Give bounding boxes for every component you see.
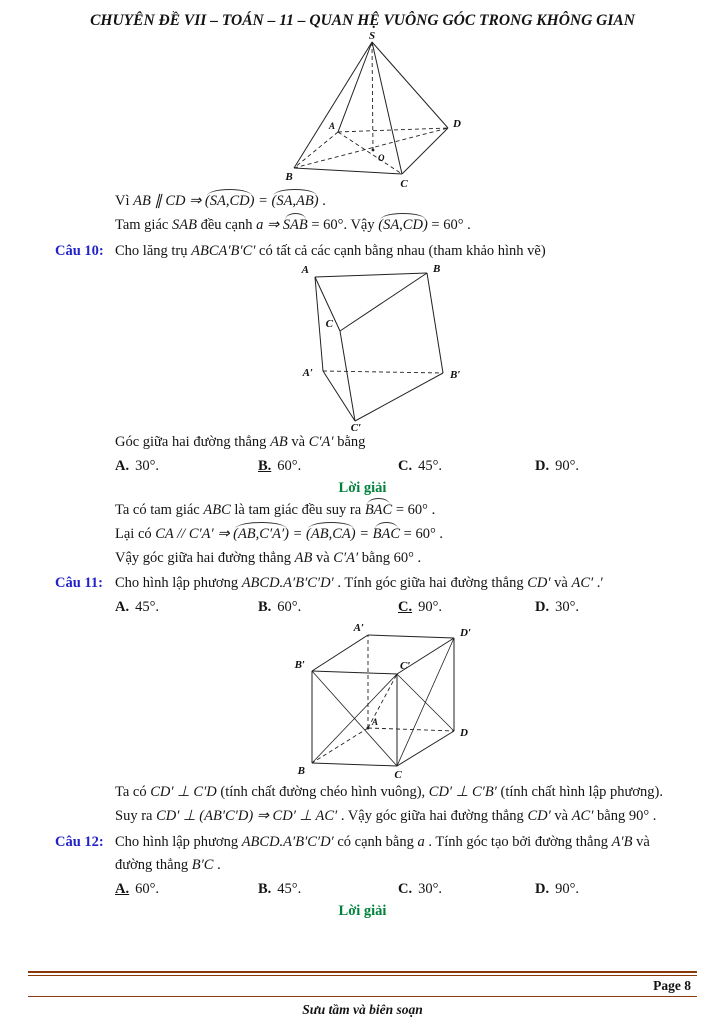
- vertex-label-d: D: [453, 118, 461, 130]
- math-run: =: [254, 193, 272, 209]
- text-run: = 60° .: [400, 525, 443, 542]
- math-run: =: [355, 525, 373, 542]
- question-label: Câu 10:: [55, 242, 104, 259]
- option-text: 30°.: [555, 599, 580, 616]
- text-run: .: [318, 193, 326, 209]
- text-run: Góc giữa hai đường thẳng: [115, 434, 271, 451]
- question-stem-continued: [115, 855, 675, 877]
- question-text: [115, 432, 675, 454]
- option-letter: D.: [535, 458, 550, 474]
- vertex-label-c: C: [325, 318, 333, 331]
- text-run: và: [287, 434, 309, 451]
- vertex-label-o: O: [378, 153, 385, 163]
- text-run: bằng: [593, 807, 629, 824]
- math-angle-run: SAB: [283, 215, 308, 237]
- option-letter: A.: [115, 458, 130, 474]
- figure-cube: [0, 619, 725, 781]
- math-run: CA // C′A′ ⇒: [155, 525, 234, 542]
- solution-line: [115, 191, 675, 213]
- text-run: .: [413, 549, 422, 566]
- vertex-label-d-prime: D′: [460, 627, 472, 640]
- text-run: đường thẳng: [115, 857, 192, 874]
- text-run: .: [649, 807, 657, 824]
- math-angle-run: BAC: [365, 500, 392, 522]
- vertex-label-b: B: [285, 171, 293, 183]
- text-run: . Tính góc giữa hai đường thẳng: [333, 575, 528, 592]
- question-stem: [115, 241, 675, 263]
- text-run: có cạnh bằng: [333, 833, 418, 850]
- question-label: Câu 12:: [55, 833, 104, 850]
- math-run: ABC: [203, 502, 231, 519]
- text-run: Suy ra: [115, 807, 157, 824]
- option-text: 45°.: [135, 599, 160, 616]
- text-run: = 60° .: [392, 502, 436, 519]
- prism-solid-edges: [315, 273, 443, 421]
- text-run: Tam giác: [115, 216, 172, 233]
- vertex-label-c-prime: C′: [350, 422, 361, 432]
- option-c: [398, 456, 535, 477]
- math-run: CD′: [527, 575, 551, 592]
- option-letter: C.: [398, 458, 413, 474]
- text-run: . Vậy góc giữa hai đường thẳng: [337, 807, 528, 824]
- text-run: .: [213, 857, 221, 874]
- math-angle-run: (AB,C′A′): [233, 524, 289, 546]
- page-number: Page 8: [653, 978, 691, 993]
- text-run: là tam giác đều suy ra: [230, 502, 365, 519]
- option-text: 45°.: [418, 458, 443, 474]
- pyramid-vertex-labels: [284, 30, 461, 190]
- option-b: [258, 597, 398, 618]
- document-title: CHUYÊN ĐỀ VII – TOÁN – 11 – QUAN HỆ VUÔNG GÓC TRONG KHÔNG GIAN: [90, 12, 635, 29]
- page-header: [0, 12, 725, 30]
- question-10: [55, 241, 675, 263]
- pyramid-hidden-edges: [294, 42, 448, 174]
- option-letter: D.: [535, 599, 550, 616]
- vertex-label-s: S: [368, 30, 376, 42]
- text-run: 60°: [393, 549, 414, 566]
- option-text: 90°.: [555, 881, 580, 898]
- solution-heading: Lời giải: [338, 480, 387, 497]
- option-text: 45°.: [277, 881, 302, 898]
- math-run: B′C: [191, 857, 214, 874]
- option-a: [115, 879, 258, 900]
- option-d: [535, 879, 675, 900]
- option-letter: C.: [398, 881, 413, 898]
- question-stem: [115, 573, 675, 595]
- option-text: 30°.: [135, 458, 160, 474]
- text-run: bằng: [358, 549, 394, 566]
- text-run: và: [632, 833, 650, 850]
- math-angle-run: (SA,CD): [378, 215, 428, 237]
- solution-line: [115, 782, 675, 804]
- text-run: đều cạnh: [196, 216, 257, 233]
- option-text: 90°.: [418, 599, 443, 616]
- math-run: CD′ ⊥ C′B′: [428, 784, 497, 801]
- text-run: = 60°. Vậy: [307, 216, 379, 233]
- text-run: Lại có: [115, 525, 156, 542]
- math-run: CD′ ⊥ (AB′C′D) ⇒ CD′ ⊥ AC′: [156, 807, 338, 824]
- option-text: 90°.: [555, 458, 580, 474]
- math-run: a: [256, 216, 264, 233]
- prism-hidden-edges: [323, 371, 443, 373]
- math-angle-run: (SA,AB): [271, 191, 318, 213]
- math-angle-run: (SA,CD): [205, 191, 255, 213]
- math-run: A′B: [611, 833, 633, 850]
- text-run: Vì: [115, 193, 134, 209]
- vertex-label-a-prime: A′: [302, 367, 313, 380]
- vertex-label-c: C: [394, 769, 402, 782]
- text-run: và: [550, 807, 572, 824]
- solution-line: [115, 548, 675, 570]
- vertex-label-b-prime: B′: [294, 659, 305, 672]
- answer-options-q11: [115, 597, 675, 618]
- math-run: AB: [270, 434, 288, 451]
- text-run: và: [312, 549, 334, 566]
- option-a: [115, 597, 258, 618]
- text-run: = 60° .: [427, 216, 471, 233]
- solution-heading: Lời giải: [338, 903, 387, 920]
- figure-prism: [0, 263, 725, 431]
- vertex-label-b-prime: B′: [449, 369, 460, 382]
- option-c: [398, 597, 535, 618]
- option-a: [115, 456, 258, 477]
- text-run: . Tính góc tạo bởi đường thẳng: [424, 833, 612, 850]
- math-run: C′A′: [308, 434, 334, 451]
- math-angle-run: (AB,CA): [306, 524, 356, 546]
- page-footer: [0, 971, 725, 1024]
- vertex-label-b: B: [432, 263, 440, 276]
- option-d: [535, 597, 675, 618]
- text-run: Ta có tam giác: [115, 502, 204, 519]
- pyramid-figure-svg: [280, 30, 490, 190]
- vertex-label-b: B: [297, 765, 305, 778]
- math-run: =: [289, 525, 307, 542]
- option-letter-correct: C.: [398, 599, 413, 616]
- math-run: CD′: [527, 807, 551, 824]
- math-run: C′A′: [333, 549, 359, 566]
- math-run: a: [417, 833, 425, 850]
- option-letter-correct: B.: [258, 458, 272, 474]
- text-run: Cho hình lập phương: [115, 575, 242, 592]
- vertex-label-a: A: [328, 121, 335, 131]
- math-run: AB ∥ CD ⇒: [133, 193, 205, 209]
- option-letter: A.: [115, 599, 130, 616]
- point-o-dot: [372, 149, 375, 152]
- option-text: 60°.: [277, 599, 302, 616]
- text-run: Ta có: [115, 784, 151, 801]
- prism-vertex-labels: [300, 263, 460, 431]
- math-angle-run: BAC: [373, 524, 400, 546]
- point-a-dot: [367, 727, 370, 730]
- question-11: [55, 573, 675, 595]
- text-run: Cho hình lập phương: [115, 833, 242, 850]
- math-run: AC′: [571, 575, 594, 592]
- math-run: ABCD.A′B′C′D′: [241, 833, 334, 850]
- text-run: bằng: [333, 434, 366, 451]
- answer-options-q12: [115, 879, 675, 900]
- option-letter: B.: [258, 881, 272, 898]
- figure-pyramid: [0, 30, 725, 190]
- text-run: 90°: [628, 807, 650, 824]
- option-letter-correct: A.: [115, 881, 130, 898]
- option-b: [258, 456, 398, 477]
- solution-line: [115, 500, 675, 522]
- solution-line: [115, 524, 675, 546]
- option-letter: B.: [258, 599, 272, 616]
- math-run: CD′ ⊥ C′D: [150, 784, 217, 801]
- option-text: 60°.: [135, 881, 160, 898]
- footer-note: Sưu tầm và biên soạn: [302, 1002, 423, 1017]
- option-c: [398, 879, 535, 900]
- vertex-label-c: C: [400, 178, 408, 190]
- math-run: ABCD.A′B′C′D′: [241, 575, 334, 592]
- text-run: Cho lăng trụ: [115, 242, 192, 259]
- solution-line: [115, 806, 675, 828]
- text-run: có tất cả các cạnh bằng nhau (tham khảo hình vẽ): [255, 242, 546, 259]
- math-run: ⇒: [263, 216, 283, 233]
- cube-figure-svg: [290, 619, 480, 781]
- question-stem: [115, 832, 675, 854]
- math-run: AB: [294, 549, 313, 566]
- pyramid-solid-edges: [294, 42, 448, 174]
- option-d: [535, 456, 675, 477]
- solution-line: [115, 215, 675, 237]
- vertex-label-d: D: [460, 727, 468, 740]
- vertex-label-a: A: [301, 264, 309, 277]
- math-run: AC′: [571, 807, 594, 824]
- option-text: 30°.: [418, 881, 443, 898]
- question-12: [55, 832, 675, 854]
- prism-figure-svg: [293, 263, 478, 431]
- option-letter: D.: [535, 881, 550, 898]
- option-b: [258, 879, 398, 900]
- text-run: (tính chất đường chéo hình vuông),: [216, 784, 429, 801]
- vertex-label-c-prime: C′: [400, 660, 411, 673]
- vertex-label-a-prime: A′: [353, 622, 364, 635]
- text-run: Vậy góc giữa hai đường thẳng: [115, 549, 295, 566]
- text-run: và: [550, 575, 572, 592]
- answer-options-q10: [115, 456, 675, 477]
- math-run: ABCA′B′C′: [191, 242, 256, 259]
- option-text: 60°.: [277, 458, 302, 474]
- text-run: .′: [593, 575, 604, 592]
- question-label: Câu 11:: [55, 575, 103, 592]
- vertex-label-a: A: [372, 717, 379, 728]
- math-run: SAB: [171, 216, 197, 233]
- text-run: (tính chất hình lập phương).: [496, 784, 663, 801]
